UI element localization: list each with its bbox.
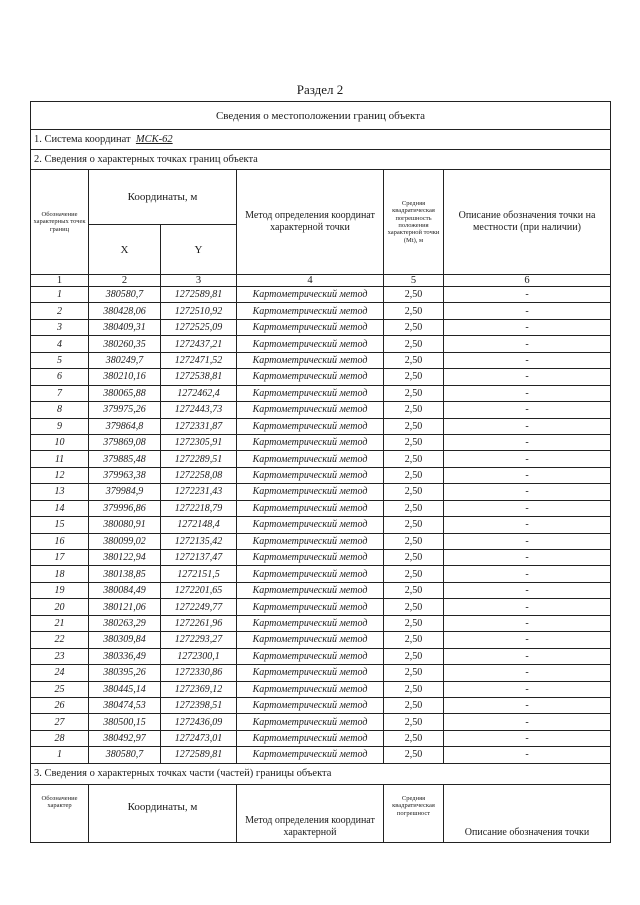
header2-method: Метод определения координат характерной [237,784,384,842]
cell-y: 1272261,96 [161,615,237,631]
cell-a: 2,50 [384,434,444,450]
table-row [31,451,611,467]
cell-x: 379864,8 [89,418,161,434]
cell-d: - [444,730,611,746]
cell-d: - [444,697,611,713]
cell-x: 379984,9 [89,484,161,500]
cell-n: 7 [31,385,89,401]
table-row [31,402,611,418]
cell-a: 2,50 [384,319,444,335]
cell-m: Картометрический метод [237,484,384,500]
table-row [31,566,611,582]
cell-a: 2,50 [384,599,444,615]
cell-y: 1272589,81 [161,287,237,303]
cell-a: 2,50 [384,402,444,418]
table-row [31,500,611,516]
cell-n: 19 [31,582,89,598]
header2-coordinates: Координаты, м [89,784,237,842]
table-row [31,467,611,483]
cell-n: 22 [31,632,89,648]
cell-y: 1272137,47 [161,550,237,566]
cell-a: 2,50 [384,550,444,566]
cell-a: 2,50 [384,352,444,368]
cell-m: Картометрический метод [237,451,384,467]
table-row [31,385,611,401]
cell-x: 379975,26 [89,402,161,418]
cell-x: 380309,84 [89,632,161,648]
cell-y: 1272330,86 [161,665,237,681]
cell-x: 380122,94 [89,550,161,566]
cell-x: 380492,97 [89,730,161,746]
table-row [31,599,611,615]
cell-x: 380395,26 [89,665,161,681]
cell-m: Картометрический метод [237,747,384,763]
cell-d: - [444,566,611,582]
cell-m: Картометрический метод [237,533,384,549]
table-row [31,484,611,500]
cell-y: 1272369,12 [161,681,237,697]
cell-x: 380210,16 [89,369,161,385]
table-row [31,303,611,319]
cell-n: 16 [31,533,89,549]
table-row [31,648,611,664]
column-number: 2 [89,275,161,287]
coord-system-value: МСК-62 [135,134,173,145]
cell-x: 380080,91 [89,517,161,533]
cell-x: 380580,7 [89,287,161,303]
cell-d: - [444,550,611,566]
cell-x: 380138,85 [89,566,161,582]
cell-a: 2,50 [384,697,444,713]
table-row [31,632,611,648]
cell-d: - [444,418,611,434]
cell-m: Картометрический метод [237,550,384,566]
table-row [31,352,611,368]
table-title: Сведения о местоположении границ объекта [31,102,611,130]
header-coordinates: Координаты, м [89,170,237,225]
cell-x: 380099,02 [89,533,161,549]
cell-m: Картометрический метод [237,599,384,615]
cell-n: 13 [31,484,89,500]
cell-y: 1272538,81 [161,369,237,385]
cell-m: Картометрический метод [237,336,384,352]
cell-m: Картометрический метод [237,385,384,401]
cell-d: - [444,714,611,730]
cell-n: 3 [31,319,89,335]
table-row [31,550,611,566]
cell-m: Картометрический метод [237,648,384,664]
cell-a: 2,50 [384,484,444,500]
cell-x: 380409,31 [89,319,161,335]
cell-n: 11 [31,451,89,467]
cell-y: 1272589,81 [161,747,237,763]
cell-d: - [444,484,611,500]
cell-a: 2,50 [384,730,444,746]
header2-accuracy: Средняя квадратическая погрешност [384,784,444,842]
cell-n: 4 [31,336,89,352]
cell-x: 380263,29 [89,615,161,631]
cell-n: 17 [31,550,89,566]
cell-m: Картометрический метод [237,566,384,582]
cell-x: 379996,86 [89,500,161,516]
cell-n: 10 [31,434,89,450]
cell-m: Картометрический метод [237,517,384,533]
table-row [31,697,611,713]
cell-a: 2,50 [384,615,444,631]
cell-d: - [444,747,611,763]
cell-d: - [444,615,611,631]
cell-d: - [444,352,611,368]
cell-n: 24 [31,665,89,681]
cell-x: 380474,53 [89,697,161,713]
cell-y: 1272289,51 [161,451,237,467]
cell-d: - [444,599,611,615]
cell-d: - [444,665,611,681]
cell-a: 2,50 [384,451,444,467]
table-row [31,287,611,303]
table-row [31,434,611,450]
cell-a: 2,50 [384,517,444,533]
cell-d: - [444,434,611,450]
cell-a: 2,50 [384,533,444,549]
cell-n: 14 [31,500,89,516]
cell-y: 1272473,01 [161,730,237,746]
cell-y: 1272151,5 [161,566,237,582]
cell-y: 1272249,77 [161,599,237,615]
cell-y: 1272201,65 [161,582,237,598]
column-number: 5 [384,275,444,287]
table-row [31,517,611,533]
cell-x: 380500,15 [89,714,161,730]
cell-a: 2,50 [384,287,444,303]
table-row [31,582,611,598]
cell-y: 1272510,92 [161,303,237,319]
cell-y: 1272398,51 [161,697,237,713]
cell-m: Картометрический метод [237,352,384,368]
header-accuracy: Средняя квадратическая погрешность положения характерной точки (Mt), м [384,170,444,275]
column-number: 1 [31,275,89,287]
table-row [31,747,611,763]
cell-a: 2,50 [384,632,444,648]
cell-m: Картометрический метод [237,287,384,303]
cell-x: 380121,06 [89,599,161,615]
cell-a: 2,50 [384,566,444,582]
cell-x: 380580,7 [89,747,161,763]
cell-y: 1272436,09 [161,714,237,730]
cell-y: 1272300,1 [161,648,237,664]
cell-d: - [444,648,611,664]
part-heading: 3. Сведения о характерных точках части (частей) границы объекта [31,763,611,784]
cell-n: 28 [31,730,89,746]
cell-a: 2,50 [384,385,444,401]
cell-y: 1272135,42 [161,533,237,549]
cell-n: 25 [31,681,89,697]
cell-a: 2,50 [384,369,444,385]
cell-d: - [444,451,611,467]
table-row [31,369,611,385]
cell-a: 2,50 [384,582,444,598]
cell-m: Картометрический метод [237,418,384,434]
table-row [31,714,611,730]
cell-a: 2,50 [384,418,444,434]
cell-x: 379885,48 [89,451,161,467]
cell-m: Картометрический метод [237,714,384,730]
cell-y: 1272437,21 [161,336,237,352]
cell-a: 2,50 [384,467,444,483]
cell-x: 379963,38 [89,467,161,483]
cell-y: 1272331,87 [161,418,237,434]
cell-n: 2 [31,303,89,319]
header-point-id: Обозначение характерных точек границ [31,170,89,275]
cell-m: Картометрический метод [237,615,384,631]
cell-m: Картометрический метод [237,500,384,516]
cell-a: 2,50 [384,336,444,352]
cell-n: 6 [31,369,89,385]
table-row [31,615,611,631]
cell-y: 1272305,91 [161,434,237,450]
table-row [31,319,611,335]
cell-x: 380084,49 [89,582,161,598]
cell-m: Картометрический метод [237,582,384,598]
coord-system-row [31,130,611,150]
cell-d: - [444,369,611,385]
table-row [31,681,611,697]
cell-a: 2,50 [384,500,444,516]
table-row [31,336,611,352]
cell-x: 380260,35 [89,336,161,352]
cell-n: 20 [31,599,89,615]
cell-n: 8 [31,402,89,418]
cell-y: 1272462,4 [161,385,237,401]
cell-n: 5 [31,352,89,368]
cell-d: - [444,319,611,335]
cell-m: Картометрический метод [237,369,384,385]
column-number: 3 [161,275,237,287]
cell-a: 2,50 [384,665,444,681]
table-row [31,533,611,549]
cell-m: Картометрический метод [237,467,384,483]
cell-m: Картометрический метод [237,730,384,746]
cell-n: 21 [31,615,89,631]
cell-m: Картометрический метод [237,402,384,418]
column-number: 6 [444,275,611,287]
cell-d: - [444,517,611,533]
header2-point-id: Обозначение характер [31,784,89,842]
cell-d: - [444,385,611,401]
points-rows [31,287,611,764]
cell-d: - [444,632,611,648]
cell-d: - [444,582,611,598]
cell-m: Картометрический метод [237,665,384,681]
cell-n: 23 [31,648,89,664]
cell-m: Картометрический метод [237,319,384,335]
table-row [31,665,611,681]
cell-d: - [444,533,611,549]
cell-n: 1 [31,287,89,303]
header2-description: Описание обозначения точки [444,784,611,842]
cell-a: 2,50 [384,681,444,697]
cell-y: 1272293,27 [161,632,237,648]
cell-x: 380445,14 [89,681,161,697]
cell-n: 18 [31,566,89,582]
cell-x: 380065,88 [89,385,161,401]
cell-a: 2,50 [384,714,444,730]
cell-n: 27 [31,714,89,730]
boundary-table [30,101,611,843]
cell-n: 1 [31,747,89,763]
cell-y: 1272471,52 [161,352,237,368]
cell-x: 380428,06 [89,303,161,319]
cell-n: 26 [31,697,89,713]
cell-y: 1272258,08 [161,467,237,483]
cell-x: 380336,49 [89,648,161,664]
cell-m: Картометрический метод [237,303,384,319]
header-description: Описание обозначения точки на местности (при наличии) [444,170,611,275]
cell-y: 1272231,43 [161,484,237,500]
cell-m: Картометрический метод [237,434,384,450]
cell-a: 2,50 [384,303,444,319]
cell-y: 1272525,09 [161,319,237,335]
cell-a: 2,50 [384,747,444,763]
cell-m: Картометрический метод [237,697,384,713]
cell-m: Картометрический метод [237,632,384,648]
cell-n: 12 [31,467,89,483]
header-y: Y [161,225,237,275]
header-method: Метод определения координат характерной точки [237,170,384,275]
cell-a: 2,50 [384,648,444,664]
table-row [31,730,611,746]
table-row [31,418,611,434]
section-title: Раздел 2 [296,82,344,97]
cell-x: 379869,08 [89,434,161,450]
coord-system-label: 1. Система координат [34,134,131,145]
cell-y: 1272148,4 [161,517,237,533]
cell-x: 380249,7 [89,352,161,368]
cell-d: - [444,500,611,516]
cell-m: Картометрический метод [237,681,384,697]
points-heading: 2. Сведения о характерных точках границ объекта [31,150,611,170]
cell-n: 15 [31,517,89,533]
header-x: X [89,225,161,275]
cell-d: - [444,402,611,418]
cell-d: - [444,287,611,303]
column-number: 4 [237,275,384,287]
cell-n: 9 [31,418,89,434]
cell-d: - [444,336,611,352]
cell-y: 1272443,73 [161,402,237,418]
cell-d: - [444,467,611,483]
cell-y: 1272218,79 [161,500,237,516]
cell-d: - [444,303,611,319]
cell-d: - [444,681,611,697]
